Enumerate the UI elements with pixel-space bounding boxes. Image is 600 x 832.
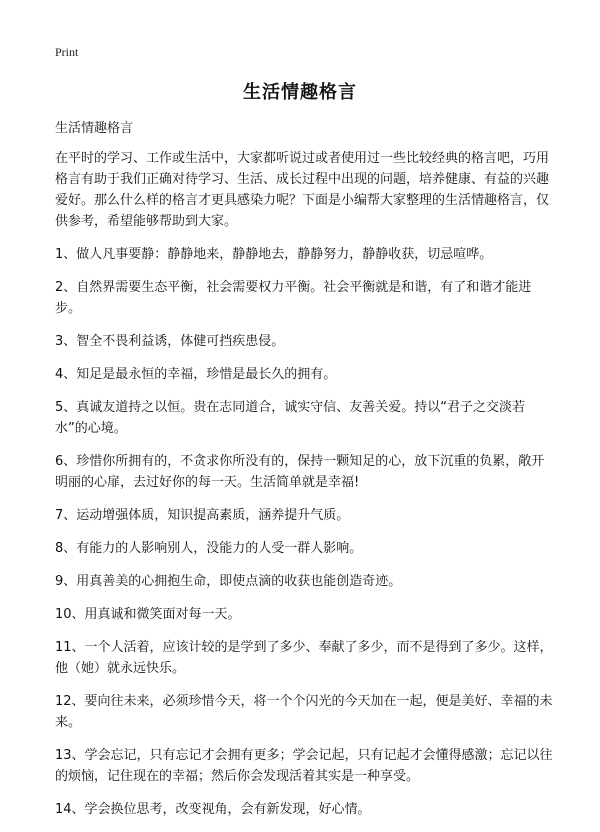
list-item: 5、真诚友道持之以恒。贵在志同道合，诚实守信、友善关爱。持以“君子之交淡若水”的心境。 (55, 400, 526, 436)
list-item: 9、用真善美的心拥抱生命，即使点滴的收获也能创造奇迹。 (55, 574, 402, 589)
list-item: 12、要向往未来，必须珍惜今天，将一个个闪光的今天加在一起，便是美好、幸福的未来。 (55, 694, 553, 730)
list-item: 8、有能力的人影响别人，没能力的人受一群人影响。 (55, 541, 363, 556)
print-link[interactable]: Print (55, 45, 79, 59)
list-item: 14、学会换位思考，改变视角，会有新发现，好心情。 (55, 802, 371, 817)
article-body (55, 118, 555, 832)
list-item: 2、自然界需要生态平衡，社会需要权力平衡。社会平衡就是和谐，有了和谐才能进步。 (55, 280, 532, 316)
list-item: 1、做人凡事要静：静静地来，静静地去，静静努力，静静收获，切忌喧哗。 (55, 247, 493, 262)
intro-paragraph: 在平时的学习、工作或生活中，大家都听说过或者使用过一些比较经典的格言吧，巧用格言有助于我们正确对待学习、生活、成长过程中出现的问题，培养健康、有益的兴趣爱好。那么什么样的格言才更具感染力呢？下面是小编帮大家整理的生活情趣格言，仅供参考，希望能够帮助到大家。 (55, 151, 550, 229)
list-item: 6、珍惜你所拥有的，不贪求你所没有的，保持一颗知足的心，放下沉重的负累，敞开明丽的心扉，去过好你的每一天。生活简单就是幸福! (55, 454, 545, 490)
list-item: 10、用真诚和微笑面对每一天。 (55, 607, 241, 622)
list-item: 13、学会忘记，只有忘记才会拥有更多；学会记起，只有记起才会懂得感激；忘记以往的烦恼，记住现在的幸福；然后你会发现活着其实是一种享受。 (55, 748, 553, 784)
list-item: 4、知足是最永恒的幸福，珍惜是最长久的拥有。 (55, 367, 337, 382)
article-subtitle: 生活情趣格言 (55, 121, 134, 136)
page-title: 生活情趣格言 (243, 82, 357, 103)
list-item: 7、运动增强体质，知识提高素质，涵养提升气质。 (55, 508, 350, 523)
list-item: 11、一个人活着，应该计较的是学到了多少、奉献了多少，而不是得到了多少。这样，他（她）就永远快乐。 (55, 640, 553, 676)
list-item: 3、智全不畏利益诱，体健可挡疾患侵。 (55, 334, 285, 349)
